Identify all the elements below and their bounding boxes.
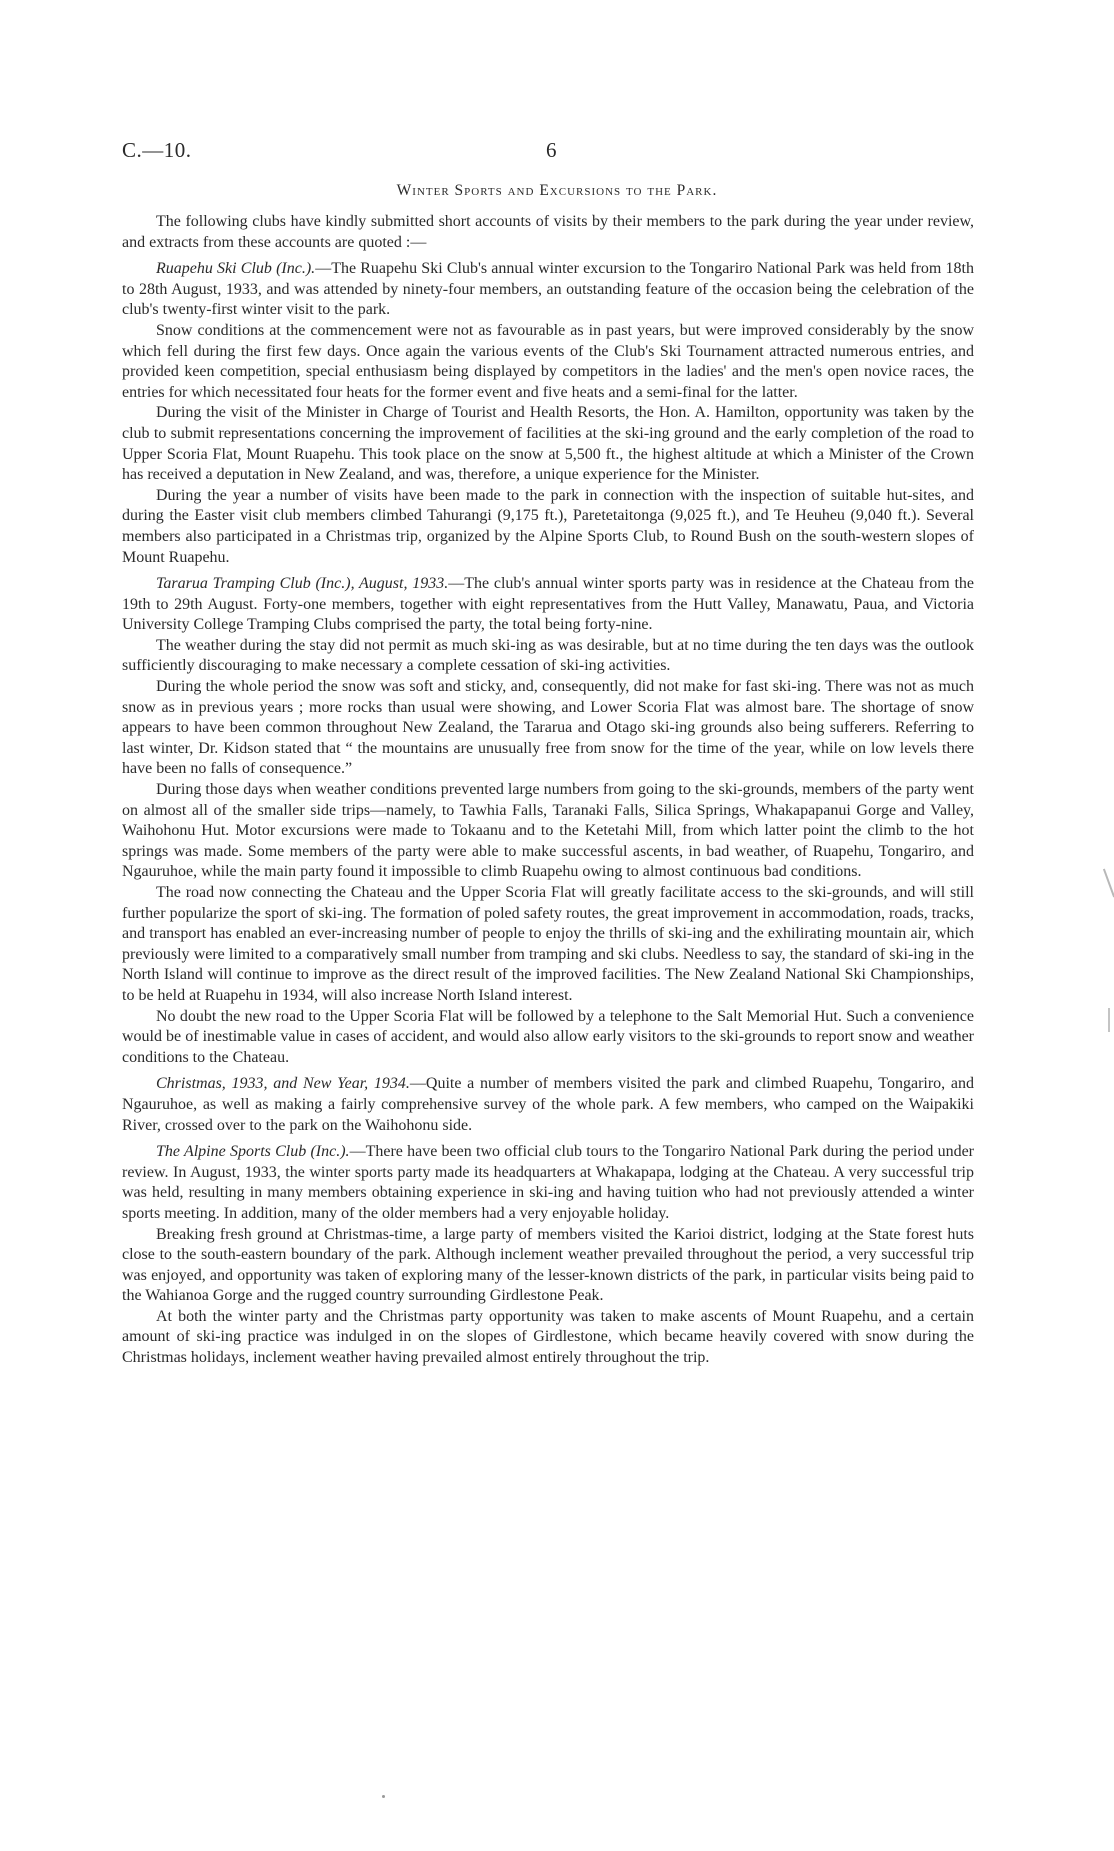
paragraph-lead: Ruapehu Ski Club (Inc.).	[156, 260, 316, 278]
paragraph-text: During the visit of the Minister in Charge of Tourist and Health Resorts, the Hon. A. Hamilton, opportunity was taken by the club to submit representations concerning the improvement of facilities at the ski-ing ground and the early completion of the road to Upper Scoria Flat, Mount Ruapehu. This took place on the snow at 5,500 ft., the highest altitude at which a Minister of the Crown has received a deputation in New Zealand, and was, therefore, a unique experience for the Minister.	[122, 404, 974, 484]
paragraph	[122, 883, 974, 1007]
paragraph	[122, 212, 974, 253]
paragraph	[122, 321, 974, 403]
paragraph-text: During the year a number of visits have been made to the park in connection with the inspection of suitable hut-sites, and during the Easter visit club members climbed Tahurangi (9,175 ft.), Paretetaitonga (9,025 ft.), and Te Heuheu (9,040 ft.). Several members also participated in a Christmas trip, organized by the Alpine Sports Club, to Round Bush on the south-western slopes of Mount Ruapehu.	[122, 486, 974, 566]
paragraph-text: Breaking fresh ground at Christmas-time, a large party of members visited the Karioi district, lodging at the State forest huts close to the south-eastern boundary of the park. Although inclement weather prevailed throughout the period, a very successful trip was enjoyed, and opportunity was taken of exploring many of the lesser-known districts of the park, in particular visits being paid to the Wahianoa Gorge and the rugged country surrounding Girdlestone Peak.	[122, 1225, 974, 1305]
paragraph	[122, 1074, 974, 1136]
paragraph	[122, 636, 974, 677]
paragraph-text: During the whole period the snow was soft and sticky, and, consequently, did not make for fast ski-ing. There was not as much snow as in previous years ; more rocks than usual were showing, and Lower Scoria Flat was almost bare. The shortage of snow appears to have been common throughout New Zealand, the Tararua and Otago ski-ing grounds also being sufferers. Referring to last winter, Dr. Kidson stated that “ the mountains are unusually free from snow for the time of the year, while on low levels there have been no falls of consequence.”	[122, 678, 974, 778]
paragraph-text: No doubt the new road to the Upper Scoria Flat will be followed by a telephone to the Salt Memorial Hut. Such a convenience would be of inestimable value in cases of accident, and would also allow early visitors to the ski-grounds to report snow and weather conditions to the Chateau.	[122, 1007, 974, 1066]
paragraph	[122, 1007, 974, 1069]
report-code: C.—10.	[122, 138, 192, 162]
scan-mark	[1108, 1008, 1110, 1032]
page-number: 6	[546, 138, 557, 162]
paragraph-text: At both the winter party and the Christmas party opportunity was taken to make ascents of Mount Ruapehu, and a certain amount of ski-ing practice was indulged in on the slopes of Girdlestone, which became heavily covered with snow during the Christmas holidays, inclement weather having prevailed almost entirely throughout the trip.	[122, 1307, 974, 1367]
paragraph	[122, 780, 974, 883]
paragraph	[122, 1142, 974, 1224]
paragraph-text: The weather during the stay did not permit as much ski-ing as was desirable, but at no time during the ten days was the outlook sufficiently discouraging to make necessary a complete cessation of ski-ing activities.	[122, 636, 974, 675]
paragraph-text: —The club's annual winter sports party was in residence at the Chateau from the 19th to 29th August. Forty-one members, together with eight representatives from the Hutt Valley, Manawatu, Paua, and Victoria University College Tramping Clubs comprised the party, the total being forty-nine.	[122, 575, 975, 634]
paragraph	[122, 1307, 974, 1369]
paragraph	[122, 677, 974, 780]
paragraph-text: —There have been two official club tours to the Tongariro National Park during the period under review. In August, 1933, the winter sports party made its headquarters at Whakapapa, lodging at the Chateau. A very successful trip was held, resulting in many members obtaining experience in ski-ing and having tuition who had not previously attended a winter sports meeting. In addition, many of the older members had a very enjoyable holiday.	[122, 1143, 974, 1222]
paragraph	[122, 574, 974, 636]
paragraph-lead: Christmas, 1933, and New Year, 1934.	[156, 1075, 410, 1093]
paragraph	[122, 1225, 974, 1307]
paragraph-lead: Tararua Tramping Club (Inc.), August, 1933.	[156, 575, 449, 593]
scan-speck	[382, 1795, 385, 1798]
body-text	[122, 212, 974, 1369]
paragraph-text: Snow conditions at the commencement were not as favourable as in past years, but were improved considerably by the snow which fell during the first few days. Once again the various events of the Club's Ski Tournament attracted numerous entries, and provided keen competition, special enthusiasm being displayed by competitors in the ladies' and the men's open novice races, the entries for which necessitated four heats for the former event and five heats and a semi-final for the latter.	[122, 321, 974, 401]
paragraph-text: The road now connecting the Chateau and the Upper Scoria Flat will greatly facilitate access to the ski-grounds, and will still further popularize the sport of ski-ing. The formation of poled safety routes, the great improvement in accommodation, roads, tracks, and transport has enabled an ever-increasing number of people to enjoy the thrills of ski-ing and the exhilirating mountain air, which previously were limited to a comparatively small number from tramping and ski clubs. Needless to say, the standard of ski-ing in the North Island will continue to improve as the direct result of the improved facilities. The New Zealand National Ski Championships, to be held at Ruapehu in 1934, will also increase North Island interest.	[122, 884, 974, 1004]
section-heading: Winter Sports and Excursions to the Park.	[396, 182, 718, 199]
scan-mark	[1103, 869, 1114, 898]
paragraph-text: —Quite a number of members visited the park and climbed Ruapehu, Tongariro, and Ngauruhoe, as well as making a fairly comprehensive survey of the whole park. A few members, who camped on the Waipakiki River, crossed over to the park on the Waihohonu side.	[122, 1075, 974, 1134]
paragraph	[122, 486, 974, 568]
paragraph	[122, 259, 974, 321]
paragraph-text: —The Ruapehu Ski Club's annual winter excursion to the Tongariro National Park was held from 18th to 28th August, 1933, and was attended by ninety-four members, an outstanding feature of the occasion being the celebration of the club's twenty-first winter visit to the park.	[122, 260, 974, 319]
paragraph	[122, 403, 974, 485]
paragraph-text: The following clubs have kindly submitted short accounts of visits by their members to the park during the year under review, and extracts from these accounts are quoted :—	[122, 213, 974, 251]
paragraph-lead: The Alpine Sports Club (Inc.).	[156, 1143, 350, 1161]
paragraph-text: During those days when weather conditions prevented large numbers from going to the ski-grounds, members of the party went on almost all of the smaller side trips—namely, to Tawhia Falls, Taranaki Falls, Silica Springs, Whakapapanui Gorge and Valley, Waihohonu Hut. Motor excursions were made to Tokaanu and to the Ketetahi Mill, from which latter point the climb to the hot springs was made. Some members of the party were able to make successful ascents, in bad weather, of Ruapehu, Tongariro, and Ngauruhoe, while the main party found it impossible to climb Ruapehu owing to almost continuous bad conditions.	[122, 781, 974, 881]
